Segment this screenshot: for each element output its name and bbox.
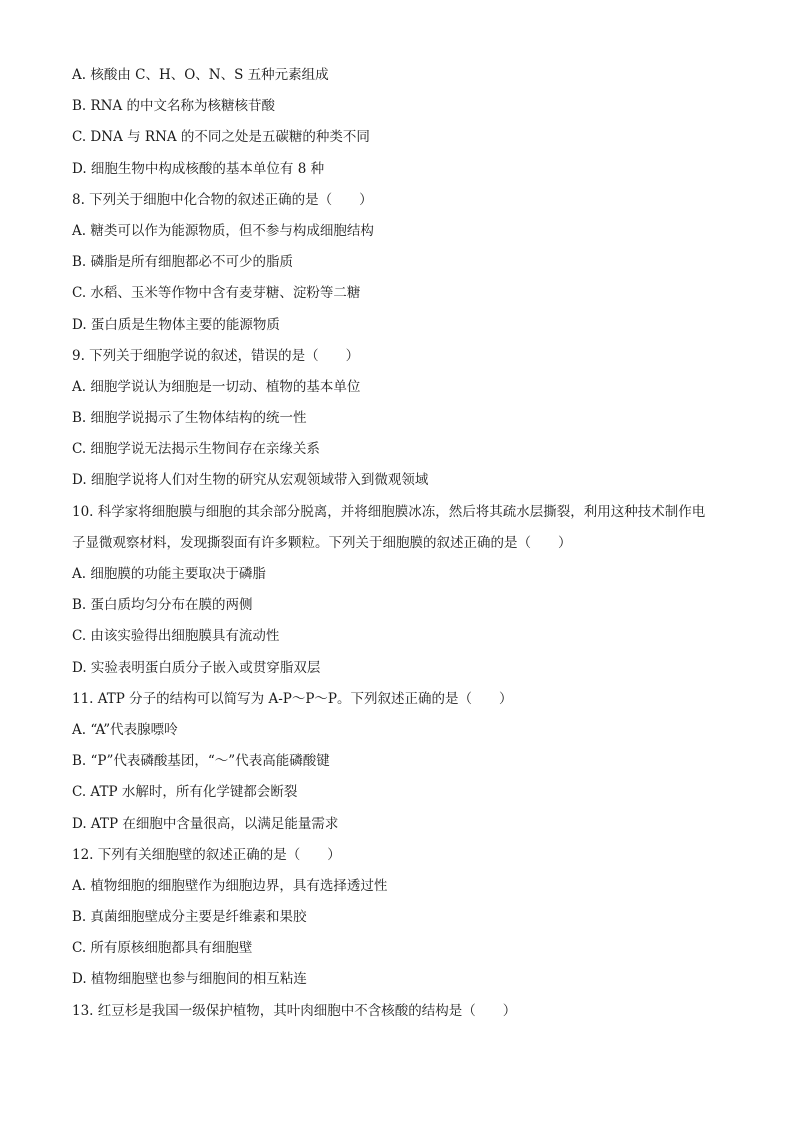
q12-option-c: C. 所有原核细胞都具有细胞壁	[72, 940, 253, 957]
q7-option-a: A. 核酸由 C、H、O、N、S 五种元素组成	[72, 67, 329, 83]
q9-option-a: A. 细胞学说认为细胞是一切动、植物的基本单位	[72, 378, 361, 395]
q7-option-c: C. DNA 与 RNA 的不同之处是五碳糖的种类不同	[72, 129, 370, 146]
q12-option-b: B. 真菌细胞壁成分主要是纤维素和果胶	[72, 909, 307, 926]
exam-page	[72, 60, 732, 1027]
q11-stem: 11. ATP 分子的结构可以简写为 A-P～P～P。下列叙述正确的是（ ）	[72, 690, 513, 707]
q8-option-b: B. 磷脂是所有细胞都必不可少的脂质	[72, 254, 294, 271]
q12-stem: 12. 下列有关细胞壁的叙述正确的是（ ）	[72, 846, 341, 863]
q13-stem: 13. 红豆杉是我国一级保护植物，其叶肉细胞中不含核酸的结构是（ ）	[72, 1002, 517, 1019]
q10-option-d: D. 实验表明蛋白质分子嵌入或贯穿脂双层	[72, 659, 321, 676]
q7-option-b: B. RNA 的中文名称为核糖核苷酸	[72, 98, 276, 115]
q10-stem-line-2: 子显微观察材料，发现撕裂面有许多颗粒。下列关于细胞膜的叙述正确的是（ ）	[72, 534, 572, 551]
q11-option-b: B. “P”代表磷酸基团，“～”代表高能磷酸键	[72, 753, 330, 770]
q8-option-c: C. 水稻、玉米等作物中含有麦芽糖、淀粉等二糖	[72, 285, 361, 302]
q10-option-b: B. 蛋白质均匀分布在膜的两侧	[72, 597, 253, 614]
q10-option-a: A. 细胞膜的功能主要取决于磷脂	[72, 566, 266, 582]
q10-stem-line-1: 10. 科学家将细胞膜与细胞的其余部分脱离，并将细胞膜冰冻，然后将其疏水层撕裂，利用这种技术制作电	[72, 503, 706, 520]
q11-option-c: C. ATP 水解时，所有化学键都会断裂	[72, 784, 298, 801]
q8-stem: 8. 下列关于细胞中化合物的叙述正确的是（ ）	[72, 191, 373, 208]
q8-option-d: D. 蛋白质是生物体主要的能源物质	[72, 316, 280, 333]
q12-option-a: A. 植物细胞的细胞壁作为细胞边界，具有选择透过性	[72, 877, 388, 894]
q9-option-d: D. 细胞学说将人们对生物的研究从宏观领域带入到微观领域	[72, 472, 429, 489]
q8-option-a: A. 糖类可以作为能源物质，但不参与构成细胞结构	[72, 222, 374, 239]
q11-option-a: A. “A”代表腺嘌呤	[72, 721, 178, 738]
q9-option-b: B. 细胞学说揭示了生物体结构的统一性	[72, 410, 307, 427]
q10-option-c: C. 由该实验得出细胞膜具有流动性	[72, 628, 280, 645]
q7-option-d: D. 细胞生物中构成核酸的基本单位有 8 种	[72, 160, 325, 177]
q12-option-d: D. 植物细胞壁也参与细胞间的相互粘连	[72, 971, 307, 988]
q9-option-c: C. 细胞学说无法揭示生物间存在亲缘关系	[72, 441, 320, 458]
q9-stem: 9. 下列关于细胞学说的叙述，错误的是（ ）	[72, 347, 360, 364]
q11-option-d: D. ATP 在细胞中含量很高，以满足能量需求	[72, 815, 339, 832]
